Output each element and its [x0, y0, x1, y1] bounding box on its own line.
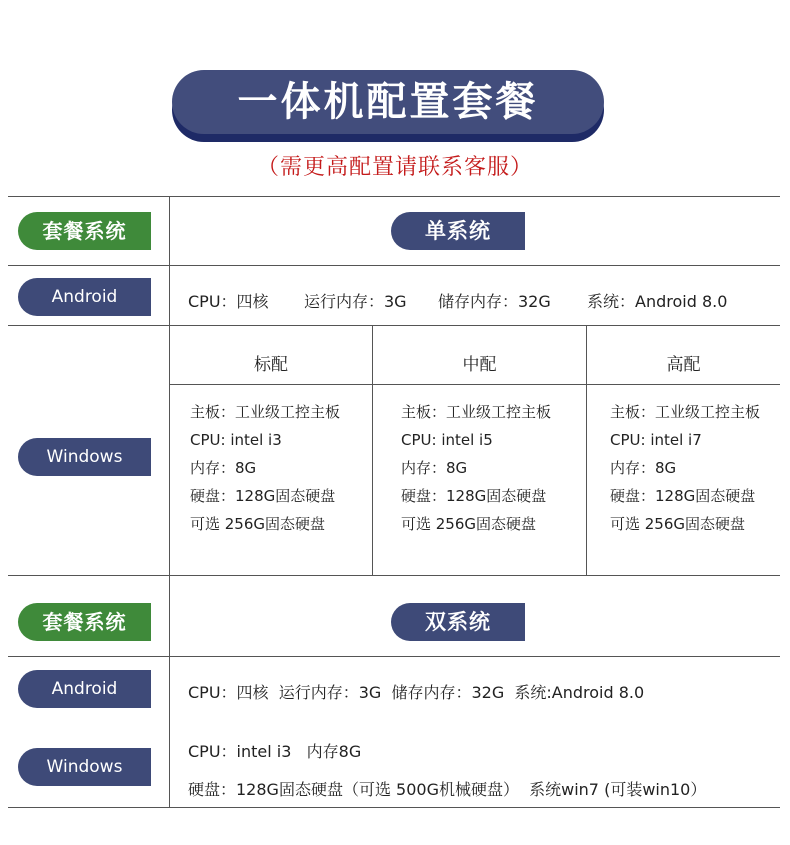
dual-windows-specs-line1: CPU：intel i3 内存8G: [188, 742, 362, 761]
single-system-title: 单系统: [391, 212, 525, 250]
windows-badge: Windows: [18, 438, 151, 476]
spec-line: 可选 256G固态硬盘: [401, 515, 537, 533]
spec-line: 硬盘：128G固态硬盘: [401, 487, 547, 505]
spec-line: CPU: intel i3: [190, 431, 282, 449]
spec-line: 主板：工业级工控主板: [610, 403, 761, 421]
divider-tier-head: [169, 384, 780, 385]
divider: [8, 656, 780, 657]
android-cpu: CPU：四核: [188, 292, 269, 311]
divider: [8, 265, 780, 266]
tier-high-specs: [610, 398, 760, 538]
divider: [8, 575, 780, 576]
page-title: 一体机配置套餐: [172, 70, 604, 134]
divider-bottom: [8, 807, 780, 808]
package-system-badge: 套餐系统: [18, 212, 151, 250]
tier-high-header: 高配: [666, 355, 701, 375]
spec-line: 内存：8G: [610, 459, 677, 477]
tier-standard-specs: [190, 398, 340, 538]
spec-line: CPU: intel i5: [401, 431, 493, 449]
tier-mid-specs: [401, 398, 551, 538]
page-subtitle: （需更高配置请联系客服）: [256, 155, 533, 180]
dual-system-title: 双系统: [391, 603, 525, 641]
android-ram: 运行内存：3G: [304, 292, 407, 311]
package-system-badge: 套餐系统: [18, 603, 151, 641]
spec-line: CPU: intel i7: [610, 431, 702, 449]
tier-mid-header: 中配: [462, 355, 497, 375]
spec-line: 硬盘：128G固态硬盘: [610, 487, 756, 505]
dual-windows-specs-line2: 硬盘：128G固态硬盘（可选 500G机械硬盘） 系统win7 (可装win10）: [188, 780, 707, 799]
spec-line: 内存：8G: [401, 459, 468, 477]
divider-top: [8, 196, 780, 197]
divider: [8, 325, 780, 326]
spec-line: 可选 256G固态硬盘: [190, 515, 326, 533]
android-storage: 储存内存：32G: [438, 292, 551, 311]
spec-line: 内存：8G: [190, 459, 257, 477]
windows-badge: Windows: [18, 748, 151, 786]
dual-android-specs: CPU：四核 运行内存：3G 储存内存：32G 系统:Android 8.0: [188, 683, 645, 702]
spec-line: 可选 256G固态硬盘: [610, 515, 746, 533]
android-system: 系统：Android 8.0: [587, 292, 728, 311]
spec-line: 硬盘：128G固态硬盘: [190, 487, 336, 505]
spec-line: 主板：工业级工控主板: [401, 403, 552, 421]
column-divider: [169, 196, 170, 807]
tier-standard-header: 标配: [254, 355, 288, 375]
android-badge: Android: [18, 670, 151, 708]
title-banner: [172, 70, 604, 142]
spec-line: 主板：工业级工控主板: [190, 403, 341, 421]
android-badge: Android: [18, 278, 151, 316]
